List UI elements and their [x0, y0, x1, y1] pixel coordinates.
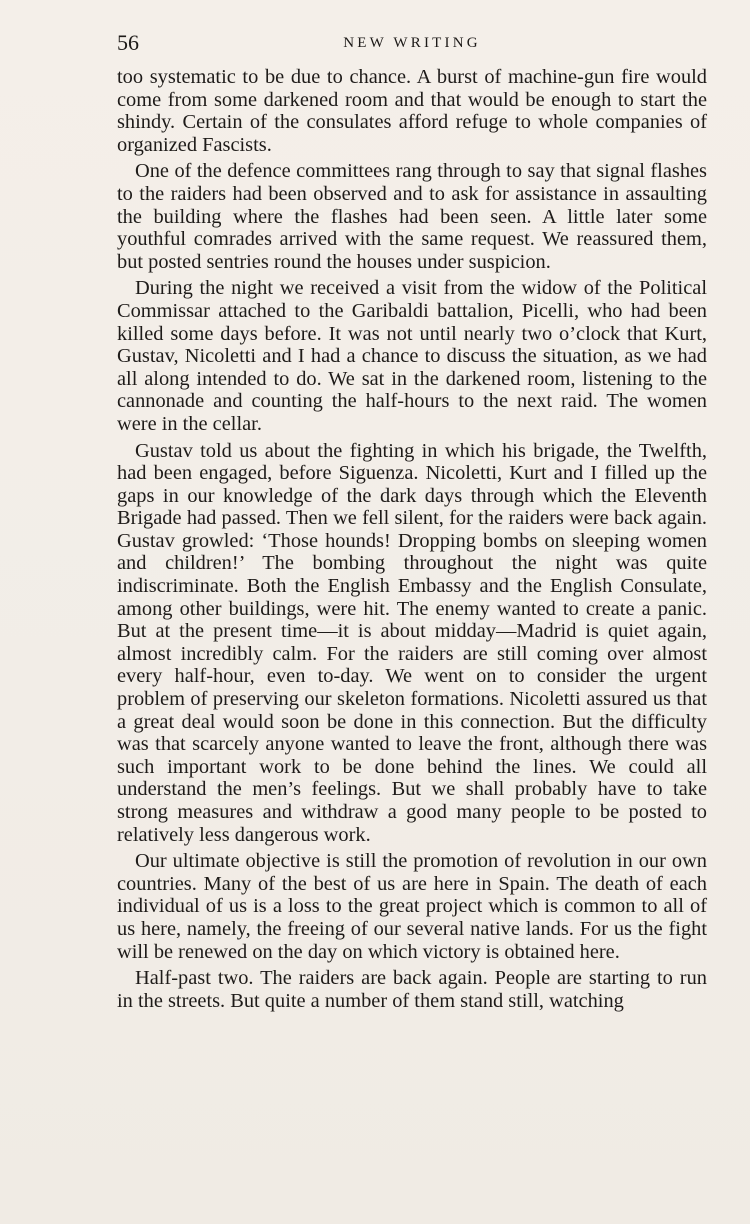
paragraph: Gustav told us about the fighting in which his brigade, the Twelfth, had been engaged, before Siguenza. Nicoletti, Kurt and I filled up the gaps in our knowledge of the dark days through which the Eleventh Brigade had passed. Then we fell silent, for the raiders were back again. Gustav growled: ‘Those hounds! Dropping bombs on sleeping women and children!’ The bombing throughout the night was quite indiscriminate. Both the English Embassy and the English Consulate, among other buildings, were hit. The enemy wanted to create a panic. But at the present time—it is about midday—Madrid is quiet again, almost incredibly calm. For the raiders are still coming over almost every half-hour, even to-day. We went on to consider the urgent problem of preserving our skeleton formations. Nicoletti assured us that a great deal would soon be done in this connection. But the difficulty was that scarcely anyone wanted to leave the front, although there was such important work to be done behind the lines. We could all understand the men’s feelings. But we shall probably have to take strong measures and withdraw a good many people to be posted to relatively less dangerous work.: [117, 439, 707, 846]
running-head: [117, 30, 707, 56]
body-text: [117, 66, 707, 1016]
paragraph: Half-past two. The raiders are back again. People are starting to run in the streets. But quite a number of them stand still, watching: [117, 967, 707, 1012]
paragraph: During the night we received a visit from the widow of the Political Commissar attached to the Garibaldi battalion, Picelli, who had been killed some days before. It was not until nearly two o’clock that Kurt, Gustav, Nicoletti and I had a chance to discuss the situation, as we had all along intended to do. We sat in the darkened room, listening to the cannonade and counting the half-hours to the next raid. The women were in the cellar.: [117, 277, 707, 435]
paragraph: One of the defence committees rang through to say that signal flashes to the raiders had been observed and to ask for assistance in assaulting the building where the flashes had been seen. A little later some youthful comrades arrived with the same request. We reassured them, but posted sentries round the houses under suspicion.: [117, 160, 707, 273]
page-number: 56: [117, 30, 139, 55]
paragraph: Our ultimate objective is still the promotion of revolution in our own countries. Many of the best of us are here in Spain. The death of each individual of us is a loss to the great project which is common to all of us here, namely, the freeing of our several native lands. For us the fight will be renewed on the day on which victory is obtained here.: [117, 850, 707, 963]
running-title: NEW WRITING: [343, 35, 481, 51]
paragraph: too systematic to be due to chance. A burst of machine-gun fire would come from some darkened room and that would be enough to start the shindy. Certain of the consulates afford refuge to whole companies of organized Fascists.: [117, 66, 707, 156]
